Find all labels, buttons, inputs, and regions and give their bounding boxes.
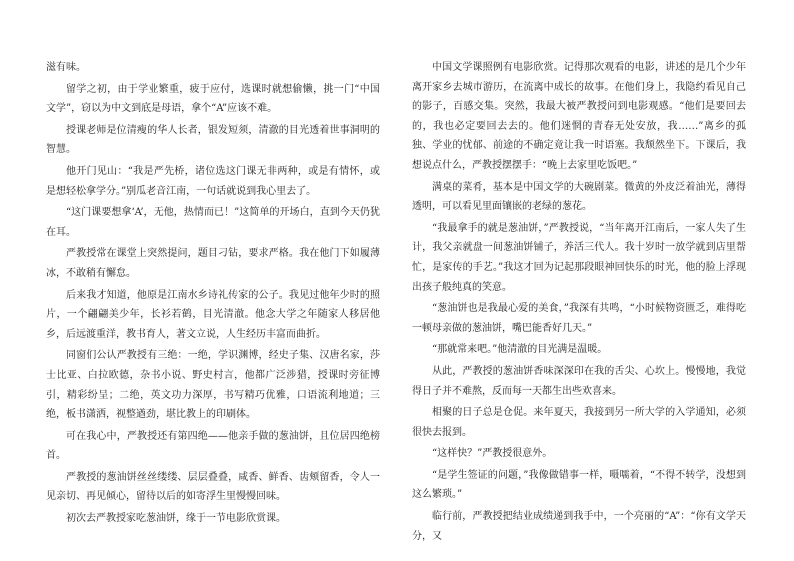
paragraph: “这门课要想拿‘A’，无他，热情而已！”这简单的开场白，直到今天仍犹在耳。	[46, 207, 380, 238]
paragraph: 满桌的菜肴，基本是中国文学的大碗剧菜。微黄的外皮泛着油光，薄得透明，可以看见里面镶嵌的老绿的葱花。	[412, 181, 746, 213]
paragraph: 授课老师是位清瘦的华人长者，银发短须，清澈的目光透着世事洞明的智慧。	[46, 124, 380, 156]
paragraph: 初次去严教授家吃葱油饼，缘于一节电影欣赏课。	[66, 513, 286, 525]
paragraph: “我最拿手的就是葱油饼，”严教授说，“当年离开江南后，一家人失了生计，我父亲就盘一间葱油饼铺子，养活三代人。我十岁时一放学就到店里帮忙，是家传的手艺。”我这才回为记起那段眼神回快乐的时光，他的脸上浮现出孩子般纯真的笑意。	[412, 222, 746, 293]
paragraph: 严教授的葱油饼丝丝缕缕、层层叠叠，咸香、鲜香、齿颊留香，令人一见亲切、再见倾心，留待以后的如寄浮生里慢慢回味。	[46, 471, 380, 503]
paragraph: 中国文学课照例有电影欣赏。记得那次观看的电影，讲述的是几个少年离开家乡去城市游历，在流离中成长的故事。在他们身上，我隐约看见自己的影子，百感交集。突然，我最大被严教授问到电影观感。“他们是要回去的，我也必定要回去去的。他们迷惘的青春无处安放，我……”离乡的孤独、学业的忧郁、前途的不确定竟让我一时语塞。我颓然坐下。下课后，我想说点什么，严教授摆摆手：“晚上去家里吃饭吧。”	[412, 62, 746, 171]
paragraph: 后来我才知道，他原是江南水乡诗礼传家的公子。我见过他年少时的照片，一个翩翩美少年，长衫若鹤，目光清澈。他念大学之年随家人移居他乡，后远渡重洋，教书育人，著文立说，人生经历丰富而曲折。	[46, 289, 380, 340]
paragraph: 严教授常在课堂上突然提问，题目刁钻，要求严格。我在他门下如履薄冰，不敢稍有懈怠。	[46, 248, 380, 279]
paragraph: 同窗们公认严教授有三绝：一绝，学识渊博，经史子集、汉唐名家，莎士比亚、白拉欧德，杂书小说、野史村言，他都广泛涉猎，授课时旁征博引，精彩纷呈；二绝，英文功力深厚，书写精巧优雅，口语流利地道；三绝，板书潇洒，视整遒劲，堪比教上的印刷体。	[46, 350, 380, 421]
paragraph: “葱油饼也是我最心爱的美食，”我深有共鸣，“小时候物资匮乏，难得吃一顿母亲做的葱油饼，嘴巴能香好几天。”	[412, 303, 746, 334]
paragraph: 相聚的日子总是仓促。来年夏天，我接到另一所大学的入学通知，必须很快去报到。	[412, 407, 746, 438]
paragraph: 可在我心中，严教授还有第四绝——他亲手做的葱油饼，且位居四绝榜首。	[46, 430, 380, 462]
paragraph: 滋有味。	[46, 62, 86, 73]
right-column	[412, 58, 746, 548]
paragraph: “那就常来吧。”他清澈的目光满是温暖。	[432, 344, 608, 356]
paragraph: “这样快？”严教授很意外。	[432, 448, 553, 460]
left-column	[46, 58, 380, 531]
paragraph: 留学之初，由于学业繁重，疲于应付，选课时就想偷懒，挑一门“中国文学”，窃以为中文到底是母语，拿个“A”应该不难。	[46, 83, 380, 115]
paragraph: 他开门见山：“我是严先桥，诸位选这门课无非两种，或是有情怀，或是想轻松拿学分。”别瓜老音江南，一句话就说到我心里去了。	[46, 165, 380, 197]
paragraph: “是学生签证的问题，”我像做错事一样，嗫嚅着，“不得不转学，没想到这么繁琐。”	[412, 469, 746, 501]
paragraph: 临行前，严教授把结业成绩递到我手中，一个亮丽的“A”：“你有文学天分，又	[412, 511, 746, 542]
paragraph: 从此，严教授的葱油饼香味深深印在我的舌尖、心坎上。慢慢地，我觉得日子并不难熬，反而每一天都生出些欢喜来。	[412, 365, 746, 397]
